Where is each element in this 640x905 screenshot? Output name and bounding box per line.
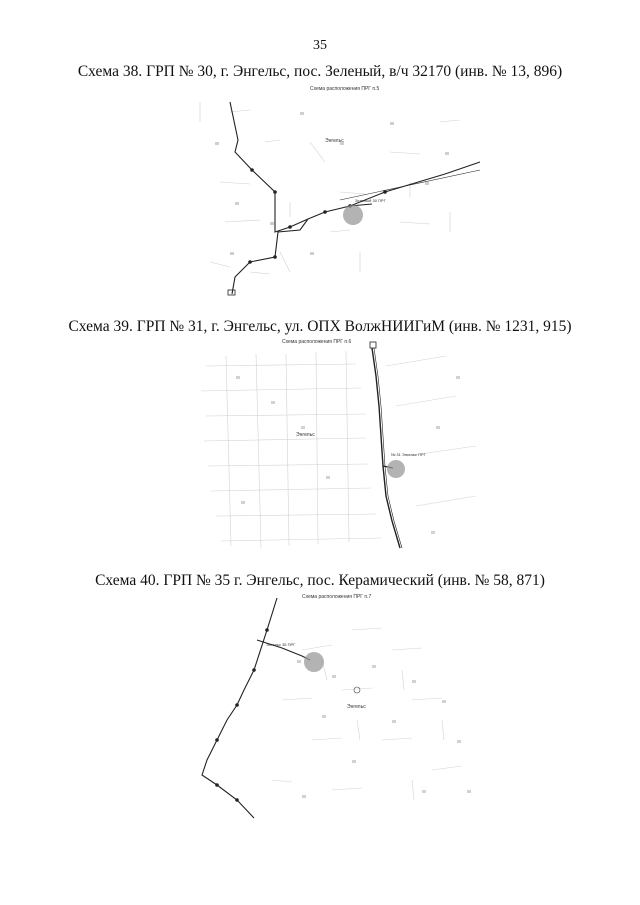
scheme-39-town-label: Энгельс bbox=[296, 432, 315, 438]
scheme-40-map bbox=[182, 590, 492, 830]
scheme-38-object-label: Зеленый 30 ПРГ bbox=[355, 198, 386, 203]
scheme-39-object-label: № 31 Энгельс ПРГ bbox=[391, 452, 426, 457]
scheme-40-map-title: Схема расположения ПРГ п.7 bbox=[302, 594, 372, 600]
scheme-40-object-label: Энгельс 35 ПРГ bbox=[266, 642, 296, 647]
scheme-38-caption: Схема 38. ГРП № 30, г. Энгельс, пос. Зеленый, в/ч 32170 (инв. № 13, 896) bbox=[77, 63, 563, 80]
scheme-39-caption: Схема 39. ГРП № 31, г. Энгельс, ул. ОПХ ВолжНИИГиМ (инв. № 1231, 915) bbox=[68, 318, 572, 335]
scheme-40-town-label: Энгельс bbox=[347, 704, 366, 710]
page-number: 35 bbox=[313, 38, 327, 53]
scheme-38-map-title: Схема расположения ПРГ п.5 bbox=[310, 86, 380, 92]
scheme-38-map bbox=[190, 82, 490, 304]
scheme-40-caption: Схема 40. ГРП № 35 г. Энгельс, пос. Керамический (инв. № 58, 871) bbox=[95, 572, 545, 589]
scheme-38-town-label: Энгельс bbox=[325, 138, 344, 144]
scheme-39-map bbox=[186, 336, 490, 558]
scheme-39-map-title: Схема расположения ПРГ п.6 bbox=[282, 339, 352, 345]
